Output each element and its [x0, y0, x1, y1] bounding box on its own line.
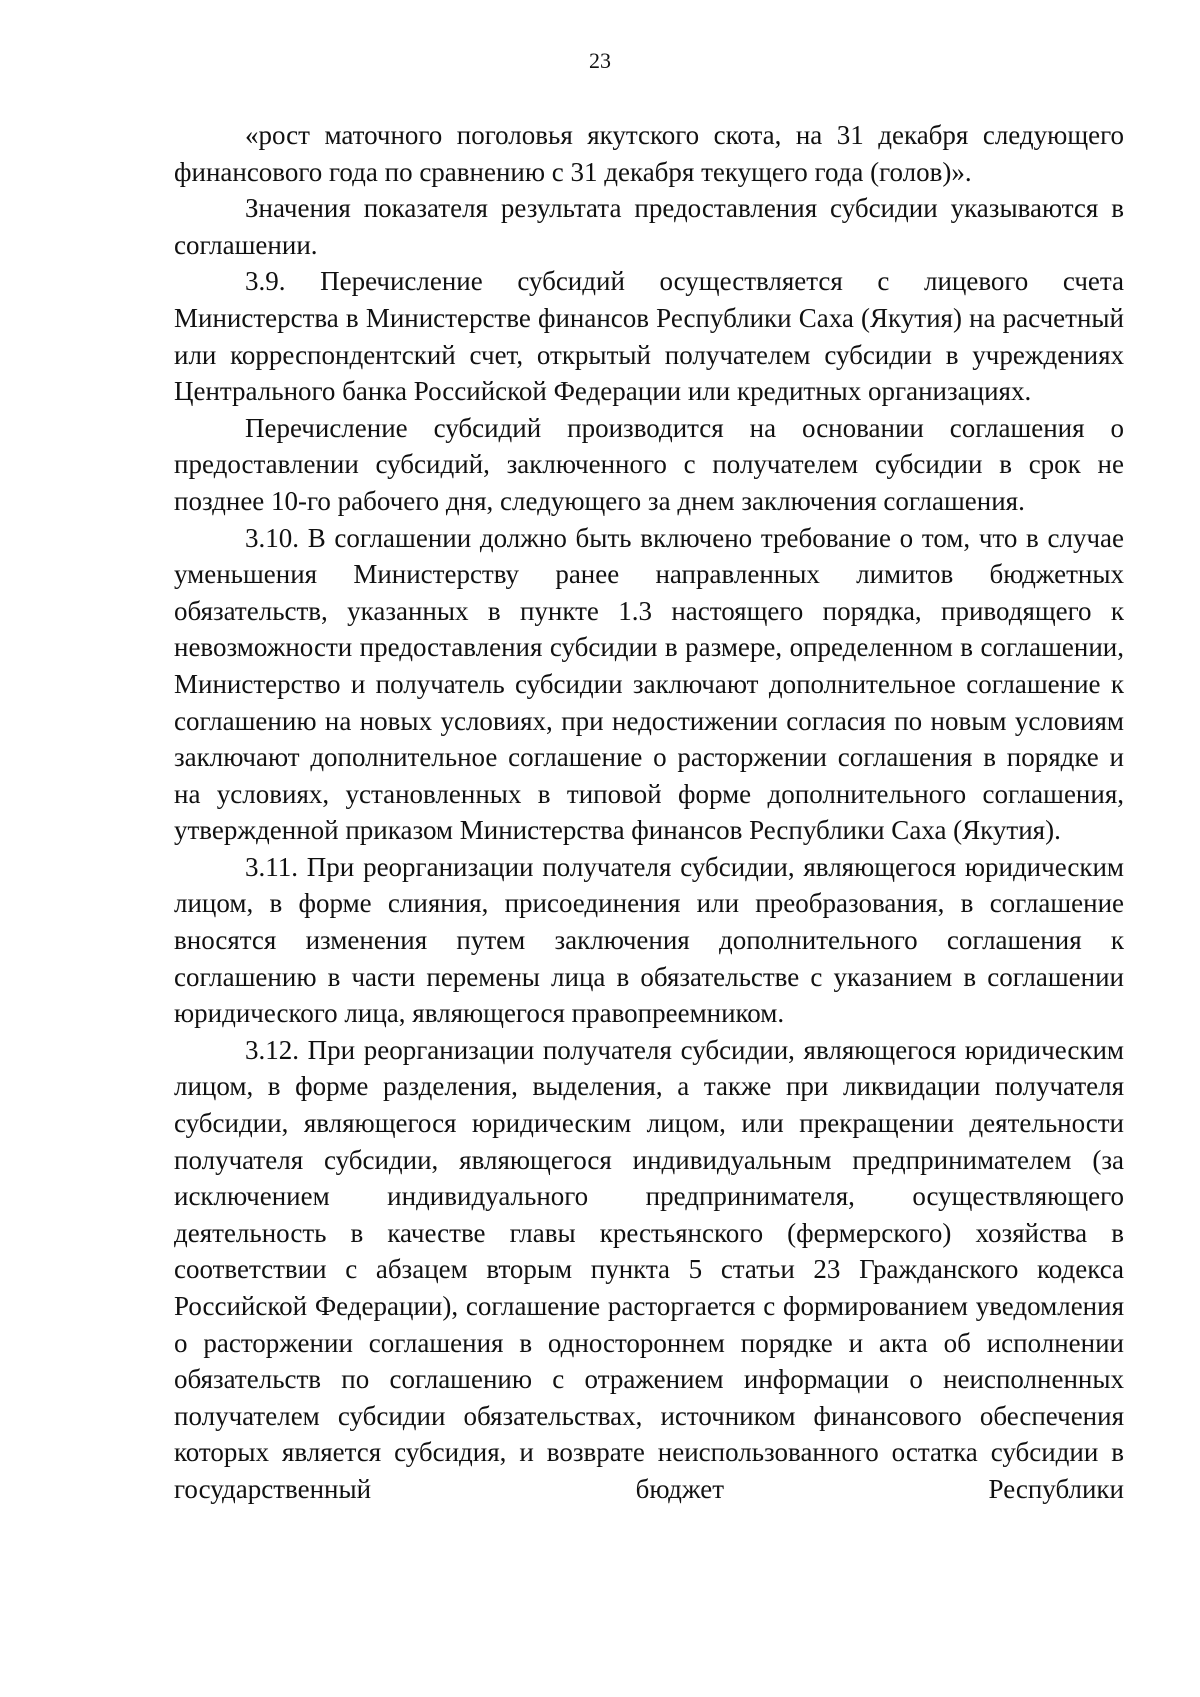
paragraph-indicator-values: Значения показателя результата предоставления субсидии указываются в соглашении.: [174, 193, 1124, 260]
document-body: [174, 117, 1124, 1508]
page-number: 23: [589, 48, 611, 73]
paragraph-indicator-quote: «рост маточного поголовья якутского скота, на 31 декабря следующего финансового года по сравнению с 31 декабря текущего года (голов)».: [174, 120, 1124, 187]
paragraph-transfer-basis: Перечисление субсидий производится на основании соглашения о предоставлении субсидий, заключенного с получателем субсидии в срок не позднее 10-го рабочего дня, следующего за днем заключения соглашения.: [174, 412, 1124, 516]
paragraph-clause-3-11: 3.11. При реорганизации получателя субсидии, являющегося юридическим лицом, в форме слияния, присоединения или преобразования, в соглашение вносятся изменения путем заключения дополнительного соглашения к соглашению в части перемены лица в обязательстве с указанием в соглашении юридического лица, являющегося правопреемником.: [174, 851, 1124, 1029]
paragraph-clause-3-12: 3.12. При реорганизации получателя субсидии, являющегося юридическим лицом, в форме разделения, выделения, а также при ликвидации получателя субсидии, являющегося юридическим лицом, или прекращении деятельности получателя субсидии, являющегося индивидуальным предпринимателем (за исключением индивидуального предпринимателя, осуществляющего деятельность в качестве главы крестьянского (фермерского) хозяйства в соответствии с абзацем вторым пункта 5 статьи 23 Гражданского кодекса Российской Федерации), соглашение расторгается с формированием уведомления о расторжении соглашения в одностороннем порядке и акта об исполнении обязательств по соглашению с отражением информации о неисполненных получателем субсидии обязательствах, источником финансового обеспечения которых является субсидия, и возврате неиспользованного остатка субсидии в государственный бюджет Республики: [174, 1034, 1124, 1504]
paragraph-clause-3-9: 3.9. Перечисление субсидий осуществляется с лицевого счета Министерства в Министерстве финансов Республики Саха (Якутия) на расчетный или корреспондентский счет, открытый получателем субсидии в учреждениях Центрального банка Российской Федерации или кредитных организациях.: [174, 266, 1124, 407]
paragraph-clause-3-10: 3.10. В соглашении должно быть включено требование о том, что в случае уменьшения Министерству ранее направленных лимитов бюджетных обязательств, указанных в пункте 1.3 настоящего порядка, приводящего к невозможности предоставления субсидии в размере, определенном в соглашении, Министерство и получатель субсидии заключают дополнительное соглашение к соглашению на новых условиях, при недостижении согласия по новым условиям заключают дополнительное соглашение о расторжении соглашения в порядке и на условиях, установленных в типовой форме дополнительного соглашения, утвержденной приказом Министерства финансов Республики Саха (Якутия).: [174, 522, 1124, 846]
